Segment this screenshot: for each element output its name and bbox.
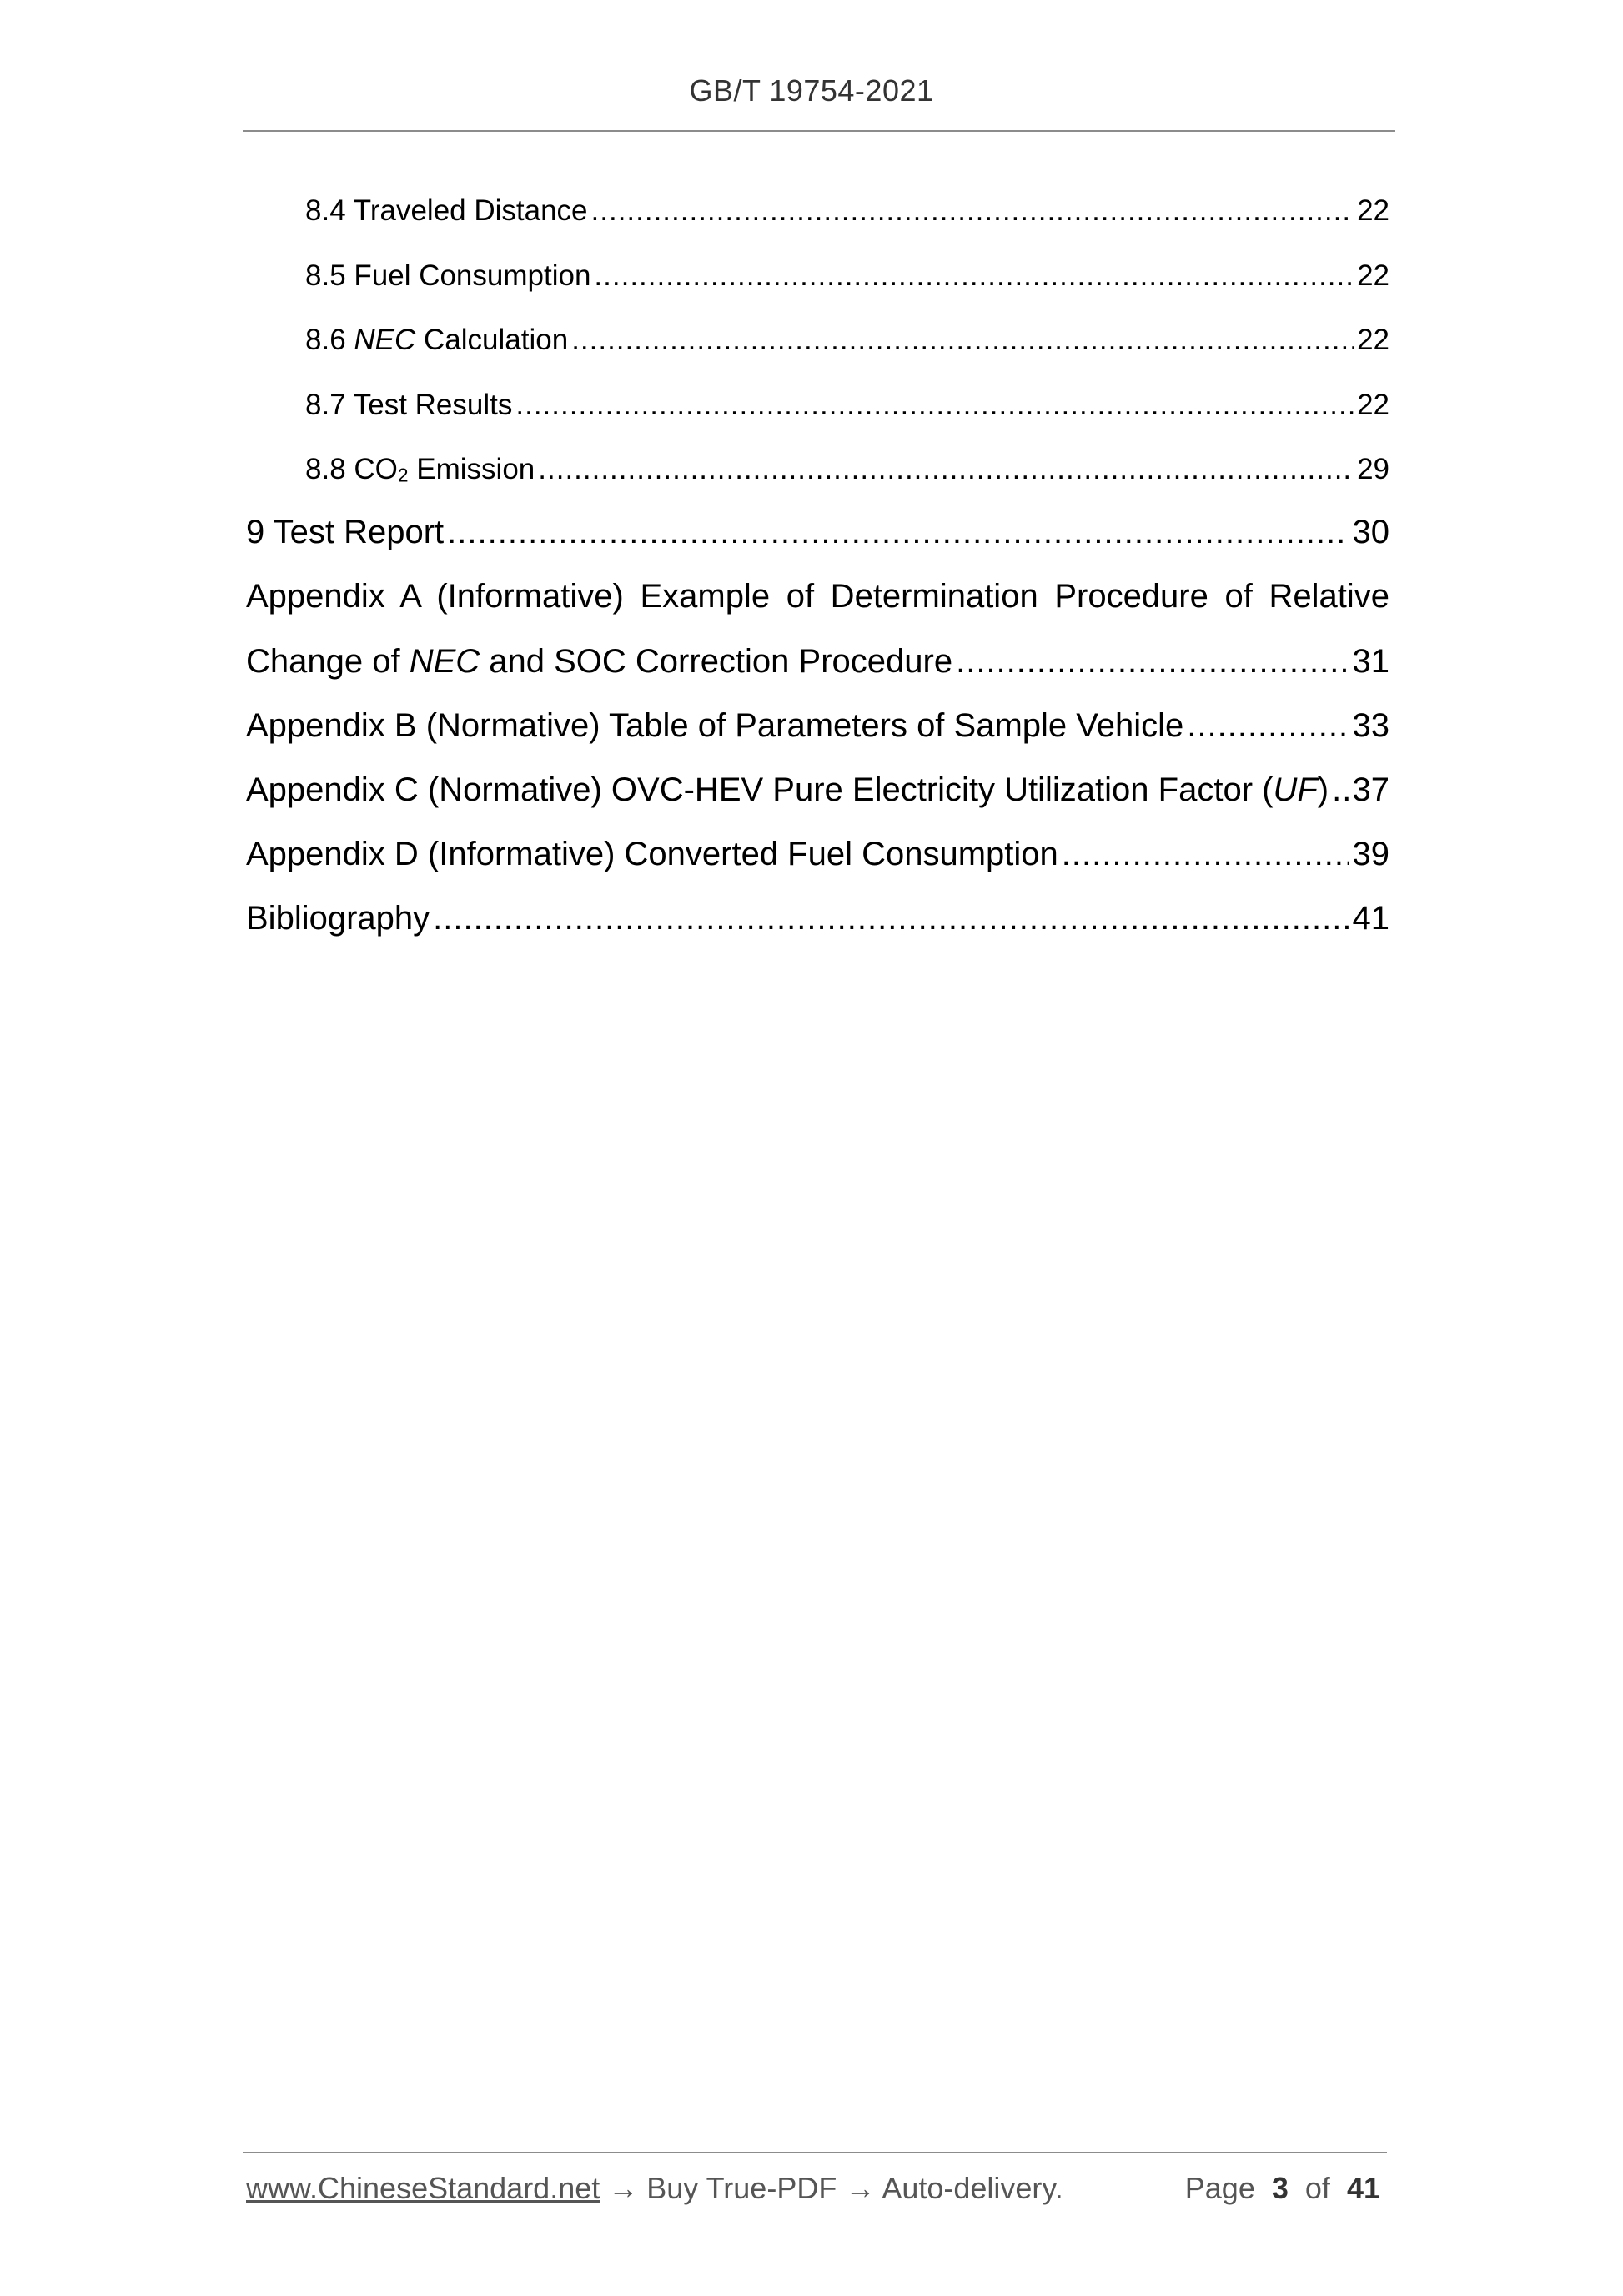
toc-label-part: Calculation — [415, 324, 569, 356]
toc-label-part: Change of — [246, 643, 410, 680]
toc-dot-leader — [594, 259, 1354, 293]
website-link[interactable]: www.ChineseStandard.net — [246, 2171, 600, 2205]
toc-page-number: 22 — [1357, 259, 1389, 292]
toc-page-number: 33 — [1352, 707, 1389, 744]
toc-entry-appendix-a-line1[interactable]: Appendix A (Informative) Example of Determination Procedure of Relative — [246, 578, 1389, 615]
toc-entry-appendix-c[interactable] — [246, 771, 1389, 809]
toc-entry-label: 8.4 Traveled Distance — [305, 194, 588, 227]
toc-label-italic: NEC — [354, 324, 416, 356]
of-word: of — [1304, 2171, 1330, 2205]
toc-entry-8-7[interactable] — [305, 389, 1389, 422]
toc-entry-label: Bibliography — [246, 900, 430, 937]
page-word: Page — [1184, 2171, 1255, 2205]
toc-entry-8-6[interactable] — [305, 324, 1389, 357]
toc-entry-label: 8.5 Fuel Consumption — [305, 259, 591, 292]
toc-entry-label: Appendix B (Normative) Table of Parameters of Sample Vehicle — [246, 707, 1184, 744]
toc-entry-label — [246, 643, 952, 681]
toc-dot-leader — [433, 900, 1349, 937]
toc-entry-8-5[interactable] — [305, 259, 1389, 293]
toc-entry-label — [246, 771, 1329, 809]
toc-page-number: 39 — [1352, 836, 1389, 872]
total-page-count: 41 — [1346, 2171, 1380, 2205]
toc-dot-leader — [515, 389, 1354, 422]
toc-page-number: 30 — [1352, 514, 1389, 550]
toc-entry-9-test-report[interactable] — [246, 514, 1389, 551]
toc-entry-8-4[interactable] — [305, 194, 1389, 228]
footer-tagline: → Buy True-PDF → Auto-delivery. — [600, 2171, 1063, 2205]
page-footer — [246, 2171, 1380, 2206]
toc-label-italic: UF — [1273, 771, 1318, 808]
toc-label-part: Appendix C (Normative) OVC-HEV Pure Electricity Utilization Factor ( — [246, 771, 1274, 808]
toc-entry-appendix-d[interactable] — [246, 836, 1389, 873]
page-indicator — [1185, 2171, 1380, 2206]
toc-page-number: 22 — [1357, 389, 1389, 421]
toc-dot-leader — [1332, 771, 1349, 809]
toc-label-part: Emission — [408, 453, 535, 485]
toc-entry-8-8[interactable] — [305, 453, 1389, 486]
toc-label-part: 8.8 CO — [305, 453, 398, 485]
toc-entry-appendix-a-line2[interactable] — [246, 643, 1389, 681]
toc-label-part: and SOC Correction Procedure — [480, 643, 953, 680]
toc-page-number: 22 — [1357, 194, 1389, 227]
toc-label-subscript: 2 — [397, 464, 409, 486]
toc-entry-label: 9 Test Report — [246, 514, 445, 550]
toc-dot-leader — [591, 194, 1354, 228]
toc-dot-leader — [1187, 707, 1349, 745]
toc-entry-appendix-b[interactable] — [246, 707, 1389, 745]
toc-label-part: 8.6 — [305, 324, 354, 356]
toc-dot-leader — [956, 643, 1349, 681]
toc-entry-label: 8.7 Test Results — [305, 389, 513, 421]
current-page-number: 3 — [1271, 2171, 1289, 2205]
toc-dot-leader — [571, 324, 1354, 357]
toc-page-number: 31 — [1352, 643, 1389, 680]
document-id-header: GB/T 19754-2021 — [689, 73, 934, 108]
toc-label-italic: NEC — [409, 643, 480, 680]
toc-dot-leader — [538, 453, 1354, 486]
toc-page-number: 41 — [1352, 900, 1389, 937]
toc-page-number: 22 — [1357, 324, 1389, 356]
toc-entry-bibliography[interactable] — [246, 900, 1389, 937]
toc-entry-label — [305, 324, 568, 357]
toc-dot-leader — [447, 514, 1349, 551]
toc-page-number: 29 — [1357, 453, 1389, 485]
toc-entry-label: Appendix D (Informative) Converted Fuel Consumption — [246, 836, 1058, 872]
toc-page-number: 37 — [1352, 771, 1389, 808]
toc-dot-leader — [1062, 836, 1349, 873]
toc-label-part: ) — [1317, 771, 1329, 808]
footer-divider — [243, 2152, 1387, 2153]
toc-entry-label — [305, 453, 535, 486]
header-divider — [243, 130, 1395, 132]
